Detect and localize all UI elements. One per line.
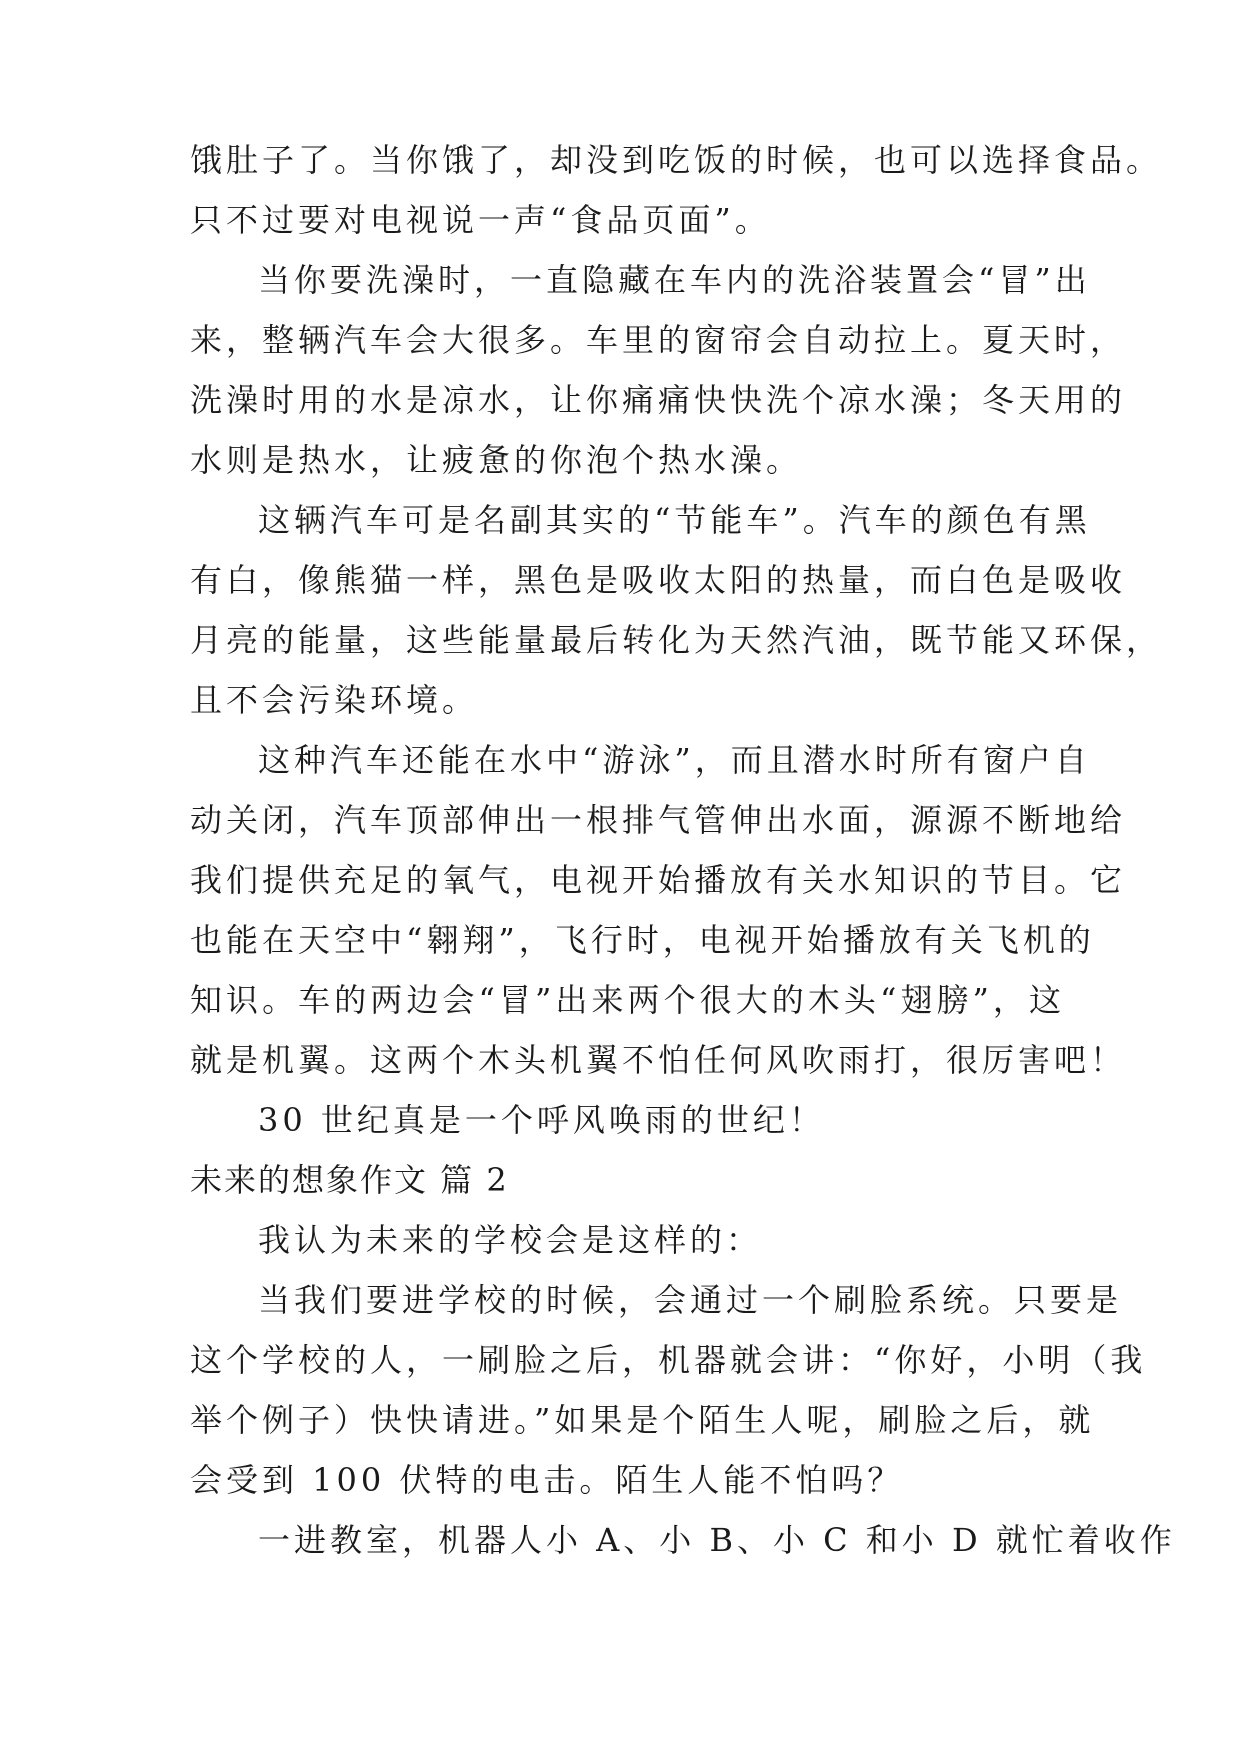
text-line: 知识。车的两边会“冒”出来两个很大的木头“翅膀”，这 [190, 981, 1065, 1019]
text-line: 30 世纪真是一个呼风唤雨的世纪！ [258, 1101, 825, 1139]
text-line: 一进教室，机器人小 A、小 B、小 C 和小 D 就忙着收作 [258, 1521, 1176, 1559]
text-line: 当你要洗澡时，一直隐藏在车内的洗浴装置会“冒”出 [258, 261, 1091, 299]
section-heading: 未来的想象作文 篇 2 [190, 1161, 509, 1199]
text-line: 举个例子）快快请进。”如果是个陌生人呢，刷脸之后，就 [190, 1401, 1095, 1439]
text-line: 当我们要进学校的时候，会通过一个刷脸系统。只要是 [258, 1281, 1123, 1319]
text-line: 我认为未来的学校会是这样的： [258, 1221, 763, 1259]
text-line: 只不过要对电视说一声“食品页面”。 [190, 201, 771, 239]
text-line: 我们提供充足的氧气，电视开始播放有关水知识的节目。它 [190, 861, 1127, 899]
text-line: 饿肚子了。当你饿了，却没到吃饭的时候，也可以选择食品。 [190, 141, 1163, 179]
text-line: 有白，像熊猫一样，黑色是吸收太阳的热量，而白色是吸收 [190, 561, 1127, 599]
text-line: 洗澡时用的水是凉水，让你痛痛快快洗个凉水澡；冬天用的 [190, 381, 1127, 419]
text-line: 这种汽车还能在水中“游泳”，而且潜水时所有窗户自 [258, 741, 1091, 779]
text-line: 来，整辆汽车会大很多。车里的窗帘会自动拉上。夏天时， [190, 321, 1127, 359]
text-line: 会受到 100 伏特的电击。陌生人能不怕吗？ [190, 1461, 904, 1499]
document-body [190, 130, 1176, 1570]
text-line: 这个学校的人，一刷脸之后，机器就会讲：“你好，小明（我 [190, 1341, 1147, 1379]
text-line: 月亮的能量，这些能量最后转化为天然汽油，既节能又环保， [190, 621, 1163, 659]
text-line: 也能在天空中“翱翔”，飞行时，电视开始播放有关飞机的 [190, 921, 1095, 959]
text-line: 动关闭，汽车顶部伸出一根排气管伸出水面，源源不断地给 [190, 801, 1127, 839]
text-line: 且不会污染环境。 [190, 681, 479, 719]
text-line: 这辆汽车可是名副其实的“节能车”。汽车的颜色有黑 [258, 501, 1091, 539]
text-line: 水则是热水，让疲惫的你泡个热水澡。 [190, 441, 803, 479]
text-line: 就是机翼。这两个木头机翼不怕任何风吹雨打，很厉害吧！ [190, 1041, 1127, 1079]
